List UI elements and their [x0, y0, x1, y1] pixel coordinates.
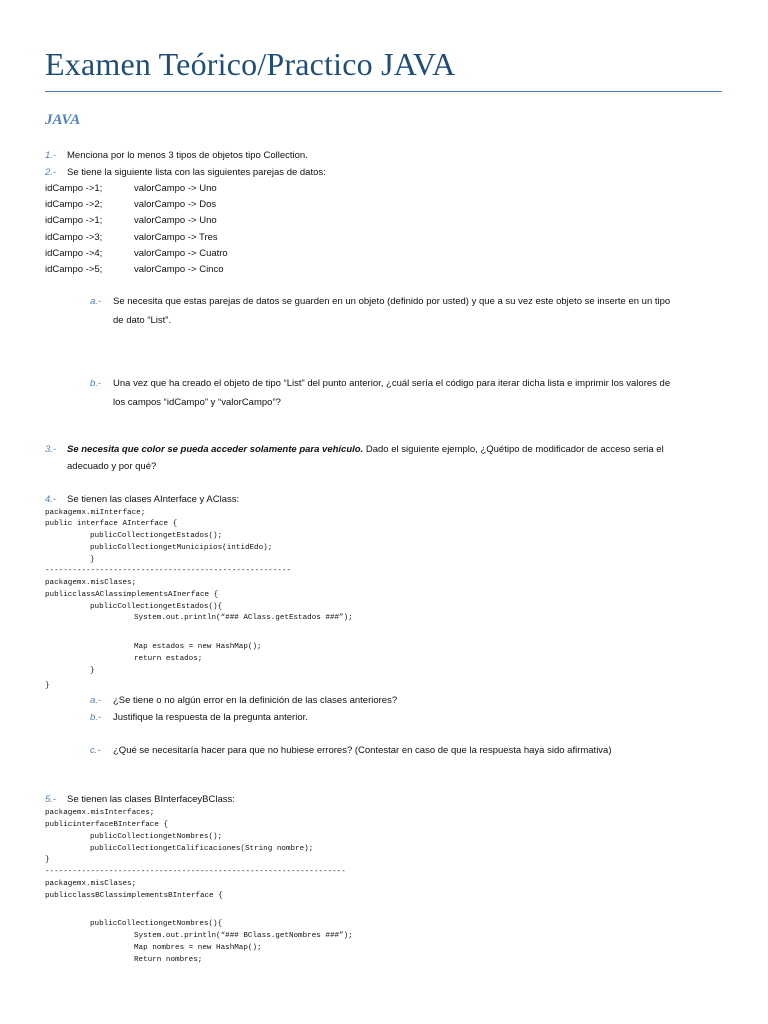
question-2b-line-2: los campos “idCampo” y “valorCampo”?: [113, 397, 281, 408]
document-title: Examen Teórico/Practico JAVA: [45, 46, 456, 82]
pair-value-1: valorCampo -> Uno: [134, 183, 217, 194]
pair-value-5: valorCampo -> Cuatro: [134, 248, 228, 259]
question-2-text: Se tiene la siguiente lista con las siguientes parejas de datos:: [67, 167, 326, 178]
question-3-emphasis: Se necesita que color se pueda acceder solamente para vehículo.: [67, 444, 364, 455]
question-4b-text: Justifique la respuesta de la pregunta anterior.: [113, 712, 308, 723]
code-line: packagemx.misClases;: [45, 579, 137, 587]
code-line: publicCollectiongetEstados(){: [90, 603, 223, 611]
question-4c-text: ¿Qué se necesitaría hacer para que no hubiese errores? (Contestar en caso de que la respuesta haya sido afirmativa): [113, 745, 612, 756]
question-2b-label: b.-: [90, 378, 102, 389]
section-heading: JAVA: [45, 112, 81, 128]
question-4b-label: b.-: [90, 712, 102, 723]
question-3: [45, 443, 664, 456]
pair-id-4: idCampo ->3;: [45, 232, 103, 243]
code-line: publicCollectiongetMunicipios(intidEdo);: [90, 544, 273, 552]
code-line: return estados;: [134, 655, 203, 663]
code-line: publicCollectiongetNombres();: [90, 833, 223, 841]
code-line: packagemx.misClases;: [45, 880, 137, 888]
question-2b-line-1: Una vez que ha creado el objeto de tipo “List” del punto anterior, ¿cuál sería el código para iterar dicha lista e imprimir los valores de: [113, 378, 671, 389]
question-1-number: 1.-: [45, 150, 57, 161]
code-line: }: [90, 556, 95, 564]
question-3-line-2: adecuado y por qué?: [67, 461, 157, 472]
code-separator: ------------------------------------------------------------------: [45, 868, 346, 876]
question-2a-label: a.-: [90, 296, 102, 307]
pair-id-1: idCampo ->1;: [45, 183, 103, 194]
pair-id-5: idCampo ->4;: [45, 248, 103, 259]
code-line: Return nombres;: [134, 956, 203, 964]
question-2-number: 2.-: [45, 167, 57, 178]
question-4a-label: a.-: [90, 695, 102, 706]
question-2: [45, 166, 326, 179]
pair-value-4: valorCampo -> Tres: [134, 232, 218, 243]
code-separator: ------------------------------------------------------: [45, 567, 292, 575]
question-3-number: 3.-: [45, 444, 57, 455]
question-2a-line-2: de dato “List”.: [113, 315, 172, 326]
code-line: publicinterfaceBInterface {: [45, 821, 169, 829]
question-1: [45, 149, 308, 162]
pair-id-6: idCampo ->5;: [45, 264, 103, 275]
code-line: publicCollectiongetCalificaciones(String nombre);: [90, 845, 314, 853]
code-line: packagemx.misInterfaces;: [45, 809, 155, 817]
question-4a-text: ¿Se tiene o no algún error en la definición de las clases anteriores?: [113, 695, 398, 706]
code-line: publicclassBClassimplementsBInterface {: [45, 892, 223, 900]
code-line: }: [45, 856, 50, 864]
pair-value-6: valorCampo -> Cinco: [134, 264, 224, 275]
question-3-text: Dado el siguiente ejemplo, ¿Quétipo de modificador de acceso seria el: [363, 444, 664, 455]
code-line: System.out.println(“### AClass.getEstados ###”);: [134, 614, 353, 622]
code-line: public interface AInterface {: [45, 520, 178, 528]
pair-id-3: idCampo ->1;: [45, 215, 103, 226]
code-line: }: [90, 667, 95, 675]
code-line: Map estados = new HashMap();: [134, 643, 262, 651]
code-line: }: [45, 682, 50, 690]
question-4c-label: c.-: [90, 745, 101, 756]
title-underline: [45, 91, 722, 92]
pair-value-3: valorCampo -> Uno: [134, 215, 217, 226]
pair-value-2: valorCampo -> Dos: [134, 199, 217, 210]
code-line: publicCollectiongetNombres(){: [90, 920, 223, 928]
pair-id-2: idCampo ->2;: [45, 199, 103, 210]
question-4-number: 4.-: [45, 494, 57, 505]
code-line: System.out.println(“### BClass.getNombres ###”);: [134, 932, 353, 940]
question-4: [45, 493, 239, 506]
question-4-text: Se tienen las clases AInterface y AClass:: [67, 494, 240, 505]
code-line: Map nombres = new HashMap();: [134, 944, 262, 952]
question-5-text: Se tienen las clases BInterfaceyBClass:: [67, 794, 235, 805]
question-2a-line-1: Se necesita que estas parejas de datos se guarden en un objeto (definido por usted) y que a su vez este objeto se inserte en un tipo: [113, 296, 671, 307]
code-line: publicclassAClassimplementsAInerface {: [45, 591, 219, 599]
question-5-number: 5.-: [45, 794, 57, 805]
code-line: publicCollectiongetEstados();: [90, 532, 223, 540]
question-1-text: Menciona por lo menos 3 tipos de objetos tipo Collection.: [67, 150, 308, 161]
question-5: [45, 793, 235, 806]
code-line: packagemx.miInterface;: [45, 509, 146, 517]
